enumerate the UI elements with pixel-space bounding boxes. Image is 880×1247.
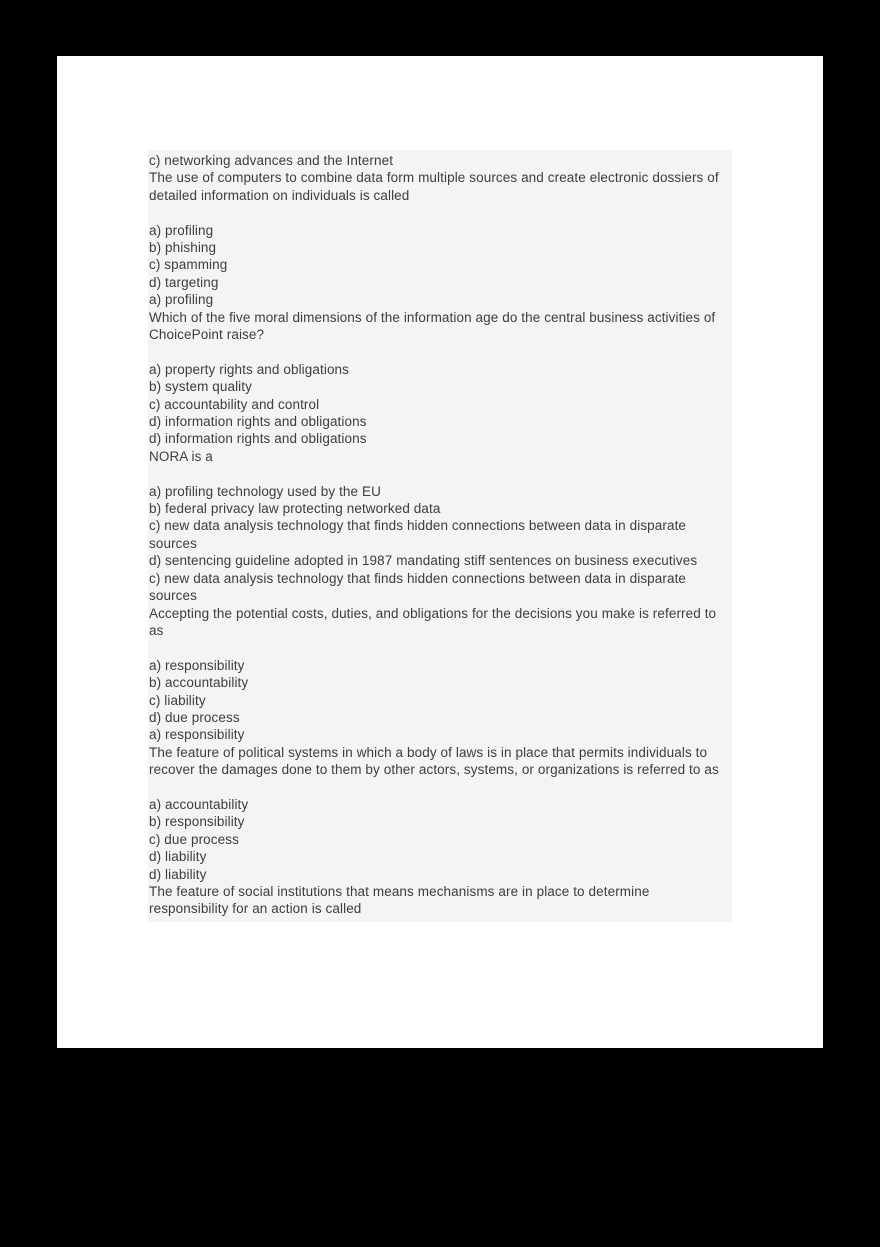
paragraph: c) due process [149,831,239,847]
paragraph: b) responsibility [149,814,245,830]
paragraph: d) due process [149,709,240,725]
paragraph: c) accountability and control [149,396,320,412]
paragraph: b) accountability [149,675,249,691]
paragraph: b) system quality [149,379,252,395]
paragraph: a) profiling [149,292,214,308]
blank-line [149,343,732,360]
paragraph: d) targeting [149,274,219,290]
paragraph: a) responsibility [149,657,245,673]
paragraph: The feature of political systems in which a body of laws is in place that permits individuals to recover the damages done to them by other actors, systems, or organizations is referred to as [149,744,719,778]
paragraph: d) liability [149,849,207,865]
paragraph: a) property rights and obligations [149,361,350,377]
paragraph: c) spamming [149,257,228,273]
paragraph: d) liability [149,866,207,882]
paragraph: c) liability [149,692,206,708]
paragraph: a) profiling technology used by the EU [149,483,381,499]
paragraph: c) networking advances and the Internet [149,153,394,168]
blank-line [149,465,732,482]
paragraph: Accepting the potential costs, duties, and obligations for the decisions you make is referred to as [149,605,717,638]
paragraph: The feature of social institutions that means mechanisms are in place to determine responsibility for an action is called [149,883,650,917]
paragraph: b) phishing [149,240,217,256]
paragraph: Which of the five moral dimensions of the information age do the central business activities of ChoicePoint raise? [149,309,716,343]
paragraph: c) new data analysis technology that finds hidden connections between data in disparate sources [149,518,687,551]
paragraph: a) accountability [149,796,249,812]
paragraph: a) responsibility [149,727,245,743]
blank-line [149,779,732,796]
paragraph: d) sentencing guideline adopted in 1987 mandating stiff sentences on business executives [149,553,698,569]
blank-line [149,639,732,656]
paragraph: NORA is a [149,448,213,464]
paragraph: a) profiling [149,222,214,238]
paragraph: d) information rights and obligations [149,414,367,430]
paragraph: c) new data analysis technology that finds hidden connections between data in disparate sources [149,570,687,604]
paragraph: The use of computers to combine data form multiple sources and create electronic dossiers of detailed information on individuals is called [149,170,719,203]
quiz-text-block [148,150,732,922]
document-page [57,56,823,1048]
blank-line [149,204,732,221]
paragraph: b) federal privacy law protecting networked data [149,501,441,517]
paragraph: d) information rights and obligations [149,431,367,447]
